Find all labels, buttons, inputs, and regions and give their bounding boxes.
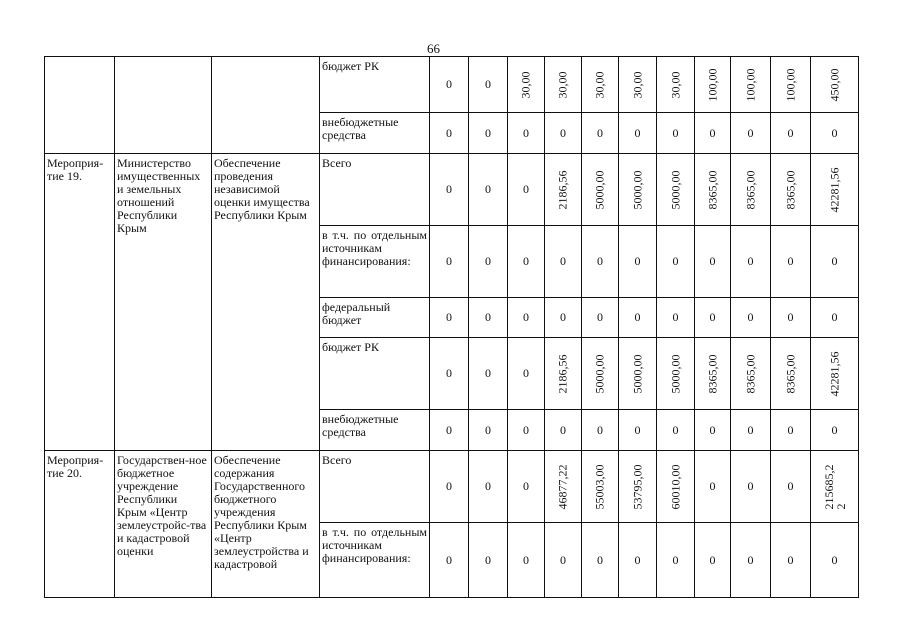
value-cell [731, 154, 771, 226]
value-cell [731, 113, 771, 154]
value-cell [508, 298, 545, 338]
value-text: 0 [831, 254, 838, 268]
value-text: 30,00 [518, 71, 533, 98]
funding-source-cell: Всего [320, 154, 430, 226]
value-cell [430, 451, 469, 523]
value-text: 0 [787, 552, 794, 567]
value-text: 0 [446, 182, 452, 196]
value-text: 0 [747, 422, 754, 437]
value-cell [469, 57, 508, 113]
value-cell [469, 451, 508, 523]
value-cell [695, 113, 731, 154]
value-cell [430, 338, 469, 410]
value-text: 0 [523, 254, 529, 268]
value-text: 0 [560, 254, 566, 268]
value-cell [731, 338, 771, 410]
value-cell [771, 523, 811, 598]
value-text: 0 [446, 310, 452, 324]
value-text: 55003,00 [592, 464, 607, 509]
value-cell [811, 298, 859, 338]
value-text: 0 [523, 366, 529, 380]
value-cell [508, 523, 545, 598]
value-text: 0 [747, 479, 754, 493]
value-text: 5000,00 [592, 354, 607, 393]
value-text: 0 [485, 77, 491, 91]
value-cell [657, 410, 695, 451]
value-cell [469, 154, 508, 226]
value-cell [619, 298, 657, 338]
value-text: 100,00 [705, 68, 719, 101]
value-text: 5000,00 [592, 170, 607, 209]
value-text: 0 [709, 422, 716, 437]
value-text: 0 [523, 310, 529, 324]
value-text: 0 [446, 77, 452, 91]
value-text: 0 [672, 310, 679, 324]
value-text: 30,00 [592, 71, 607, 98]
value-text: 450,00 [827, 68, 841, 101]
value-cell [469, 113, 508, 154]
value-cell [619, 113, 657, 154]
value-cell [695, 226, 731, 298]
value-cell [430, 57, 469, 113]
value-text: 0 [709, 254, 716, 268]
value-cell [811, 338, 859, 410]
value-text: 0 [634, 125, 641, 140]
value-cell [508, 338, 545, 410]
purpose-cell: Обеспечение проведения независимой оценки имущества Республики Крым [212, 154, 320, 451]
value-cell [508, 410, 545, 451]
value-cell [771, 338, 811, 410]
value-cell [695, 338, 731, 410]
value-cell [619, 410, 657, 451]
value-text: 0 [597, 310, 603, 324]
funding-source-cell: внебюджетные средства [320, 113, 430, 154]
value-text: 0 [485, 479, 491, 493]
value-text: 0 [709, 125, 716, 140]
value-text: 0 [709, 552, 716, 567]
value-text: 0 [831, 125, 838, 140]
value-cell [469, 410, 508, 451]
value-cell [771, 298, 811, 338]
value-cell [430, 226, 469, 298]
value-cell [582, 523, 619, 598]
value-cell [657, 523, 695, 598]
value-text: 0 [446, 552, 452, 567]
budget-table [44, 56, 859, 598]
value-text: 30,00 [555, 71, 570, 98]
value-cell [430, 410, 469, 451]
value-text: 30,00 [630, 71, 644, 98]
value-text: 0 [787, 479, 794, 493]
value-cell [731, 451, 771, 523]
funding-source-cell: в т.ч. по отдельным источникам финансирования: [320, 523, 430, 598]
value-cell [545, 298, 582, 338]
value-cell [469, 298, 508, 338]
value-text: 0 [672, 422, 679, 437]
value-cell [508, 154, 545, 226]
value-cell [771, 451, 811, 523]
value-cell [545, 113, 582, 154]
value-cell [545, 451, 582, 523]
value-text: 0 [787, 125, 794, 140]
value-text: 0 [560, 125, 566, 140]
value-cell [469, 226, 508, 298]
value-cell [731, 410, 771, 451]
table-row [45, 57, 859, 113]
value-text: 0 [597, 125, 603, 140]
value-text: 5000,00 [668, 170, 682, 209]
value-cell [545, 154, 582, 226]
value-cell [430, 113, 469, 154]
value-text: 42281,56 [827, 167, 841, 212]
value-cell [508, 226, 545, 298]
value-text: 0 [787, 254, 794, 268]
value-text: 0 [747, 125, 754, 140]
value-cell [508, 451, 545, 523]
value-cell [545, 57, 582, 113]
value-text: 0 [831, 310, 838, 324]
value-cell [771, 226, 811, 298]
value-text: 0 [747, 552, 754, 567]
value-text: 0 [709, 479, 716, 493]
value-cell [469, 523, 508, 598]
value-text: 0 [597, 254, 603, 268]
value-text: 0 [597, 552, 603, 567]
value-text: 0 [485, 310, 491, 324]
value-text: 0 [634, 422, 641, 437]
value-cell [657, 154, 695, 226]
value-text: 0 [446, 366, 452, 380]
value-text: 46877,22 [555, 464, 570, 509]
measure-cell: Мероприя-тие 20. [45, 451, 115, 598]
value-cell [657, 298, 695, 338]
executor-cell: Министерство имущественных и земельных отношений Республики Крым [115, 154, 212, 451]
budget-table-body [45, 57, 859, 598]
value-cell [731, 298, 771, 338]
value-cell [811, 154, 859, 226]
measure-cell: Мероприя-тие 19. [45, 154, 115, 451]
value-cell [582, 154, 619, 226]
value-text: 5000,00 [630, 354, 644, 393]
value-text: 0 [485, 552, 491, 567]
value-cell [545, 338, 582, 410]
value-cell [695, 410, 731, 451]
value-cell [657, 338, 695, 410]
value-text: 0 [560, 310, 566, 324]
value-text: 2186,56 [555, 354, 570, 393]
value-cell [545, 523, 582, 598]
value-text: 5000,00 [668, 354, 682, 393]
value-cell [811, 523, 859, 598]
value-text: 0 [523, 422, 529, 437]
funding-source-cell: бюджет РК [320, 338, 430, 410]
value-text: 0 [634, 310, 641, 324]
value-cell [430, 523, 469, 598]
value-text: 0 [446, 422, 452, 437]
value-text: 0 [485, 366, 491, 380]
value-cell [695, 298, 731, 338]
value-text: 0 [560, 552, 566, 567]
value-text: 0 [747, 310, 754, 324]
funding-source-cell: федеральный бюджет [320, 298, 430, 338]
value-text: 0 [709, 310, 716, 324]
value-cell [582, 451, 619, 523]
value-cell [695, 57, 731, 113]
value-cell [430, 154, 469, 226]
value-cell [508, 57, 545, 113]
value-text: 0 [485, 125, 491, 140]
value-cell [582, 298, 619, 338]
value-text: 0 [485, 182, 491, 196]
value-text: 30,00 [668, 71, 682, 98]
value-cell [695, 154, 731, 226]
value-cell [469, 338, 508, 410]
value-cell [582, 226, 619, 298]
value-cell [771, 154, 811, 226]
value-cell [508, 113, 545, 154]
executor-cell: Государствен-ное бюджетное учреждение Республики Крым «Центр землеустройс-тва и кадастровой оценки [115, 451, 212, 598]
value-cell [430, 298, 469, 338]
value-cell [811, 226, 859, 298]
value-cell [657, 451, 695, 523]
value-cell [619, 338, 657, 410]
value-text: 0 [523, 125, 529, 140]
value-text: 0 [485, 254, 491, 268]
value-cell [771, 113, 811, 154]
value-text: 8365,00 [783, 354, 797, 393]
value-cell [657, 57, 695, 113]
value-cell [695, 451, 731, 523]
value-cell [545, 226, 582, 298]
value-text: 0 [672, 552, 679, 567]
value-text: 5000,00 [630, 170, 644, 209]
value-text: 0 [634, 552, 641, 567]
funding-source-cell: бюджет РК [320, 57, 430, 113]
value-cell [695, 523, 731, 598]
value-cell [619, 451, 657, 523]
value-text: 42281,56 [827, 351, 841, 396]
page-number: 66 [427, 41, 440, 56]
value-text: 60010,00 [668, 464, 682, 509]
value-cell [582, 113, 619, 154]
value-text: 8365,00 [705, 354, 719, 393]
table-row [45, 154, 859, 226]
value-cell [657, 113, 695, 154]
value-cell [811, 451, 859, 523]
value-cell [731, 57, 771, 113]
value-cell [811, 410, 859, 451]
value-cell [731, 226, 771, 298]
value-text: 100,00 [783, 68, 797, 101]
funding-source-cell: в т.ч. по отдельным источникам финансирования: [320, 226, 430, 298]
funding-source-cell: внебюджетные средства [320, 410, 430, 451]
value-text: 8365,00 [743, 170, 757, 209]
value-text: 0 [672, 125, 679, 140]
value-cell [582, 410, 619, 451]
value-text: 2186,56 [555, 170, 570, 209]
value-cell [619, 154, 657, 226]
value-cell [771, 57, 811, 113]
value-cell [619, 57, 657, 113]
value-text: 0 [560, 422, 566, 437]
executor-cell [115, 57, 212, 154]
value-text: 0 [672, 254, 679, 268]
value-text: 0 [446, 254, 452, 268]
value-cell [731, 523, 771, 598]
value-cell [771, 410, 811, 451]
table-row [45, 451, 859, 523]
value-text: 0 [787, 422, 794, 437]
value-text: 100,00 [743, 68, 757, 101]
value-cell [657, 226, 695, 298]
value-cell [582, 57, 619, 113]
value-text: 0 [523, 552, 529, 567]
value-text: 0 [747, 254, 754, 268]
value-cell [619, 226, 657, 298]
value-text: 0 [485, 422, 491, 437]
purpose-cell: Обеспечение содержания Государственного бюджетного учреждения Республики Крым «Центр землеустройства и кадастровой [212, 451, 320, 598]
value-text: 215685,2 2 [821, 464, 848, 509]
value-text: 0 [787, 310, 794, 324]
value-text: 53795,00 [630, 464, 644, 509]
value-text: 0 [831, 552, 838, 567]
value-text: 0 [523, 479, 529, 493]
value-cell [811, 113, 859, 154]
value-cell [582, 338, 619, 410]
value-cell [811, 57, 859, 113]
value-text: 0 [634, 254, 641, 268]
value-text: 0 [523, 182, 529, 196]
value-text: 0 [446, 125, 452, 140]
value-cell [545, 410, 582, 451]
value-text: 0 [597, 422, 603, 437]
value-text: 0 [446, 479, 452, 493]
purpose-cell [212, 57, 320, 154]
value-text: 8365,00 [705, 170, 719, 209]
measure-cell [45, 57, 115, 154]
funding-source-cell: Всего [320, 451, 430, 523]
value-text: 0 [831, 422, 838, 437]
value-cell [619, 523, 657, 598]
value-text: 8365,00 [783, 170, 797, 209]
value-text: 8365,00 [743, 354, 757, 393]
